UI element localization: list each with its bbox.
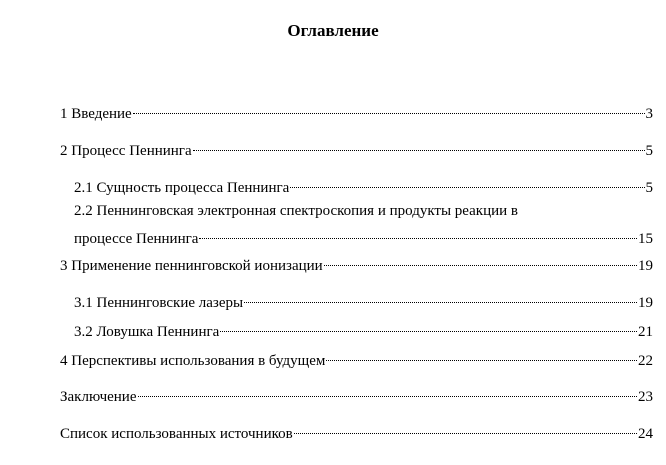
toc-entry-label: 3.2 Ловушка Пеннинга xyxy=(74,324,220,340)
dot-leader xyxy=(290,172,644,192)
toc-title: Оглавление xyxy=(287,21,379,40)
toc-entry[interactable] xyxy=(60,250,653,276)
toc-entry-label: Заключение xyxy=(60,389,137,405)
dot-leader xyxy=(138,381,638,401)
toc-entry-page: 3 xyxy=(645,106,653,122)
toc-entry-label: Список использованных источников xyxy=(60,426,293,442)
dot-leader xyxy=(199,223,637,243)
toc-entry[interactable] xyxy=(60,381,653,407)
toc-entry[interactable] xyxy=(60,418,653,444)
toc-entry[interactable] xyxy=(60,98,653,124)
dot-leader xyxy=(294,418,637,438)
toc-entry-label: 4 Перспективы использования в будущем xyxy=(60,353,326,369)
toc-entry-label-line1[interactable]: 2.2 Пеннинговская электронная спектроскопия и продукты реакции в xyxy=(74,203,519,219)
toc-entry-page: 21 xyxy=(638,324,653,340)
dot-leader xyxy=(220,316,637,336)
toc-entry-page: 15 xyxy=(638,231,653,247)
toc-entry-label: процессе Пеннинга xyxy=(74,231,199,247)
dot-leader xyxy=(324,250,637,270)
toc-entry[interactable] xyxy=(60,345,653,371)
dot-leader xyxy=(244,287,637,307)
toc-entry[interactable] xyxy=(60,135,653,161)
toc-entry-label: 3 Применение пеннинговской ионизации xyxy=(60,258,323,274)
toc-entry-label: 3.1 Пеннинговские лазеры xyxy=(74,295,244,311)
toc-entry-page: 24 xyxy=(638,426,653,442)
toc-entry-label: 1 Введение xyxy=(60,106,132,122)
dot-leader xyxy=(193,135,645,155)
toc-entry[interactable] xyxy=(74,223,653,249)
toc-entry[interactable] xyxy=(74,172,653,198)
dot-leader xyxy=(326,345,637,365)
toc-entry-page: 5 xyxy=(645,143,653,159)
toc-entry[interactable] xyxy=(74,287,653,313)
toc-entry-page: 19 xyxy=(638,258,653,274)
toc-entry[interactable] xyxy=(74,316,653,342)
toc-entry-page: 23 xyxy=(638,389,653,405)
toc-entry-label: 2.1 Сущность процесса Пеннинга xyxy=(74,180,290,196)
toc-entry-page: 5 xyxy=(645,180,653,196)
dot-leader xyxy=(133,98,645,118)
toc-entry-label: 2 Процесс Пеннинга xyxy=(60,143,192,159)
toc-entry-page: 19 xyxy=(638,295,653,311)
toc-entry-page: 22 xyxy=(638,353,653,369)
